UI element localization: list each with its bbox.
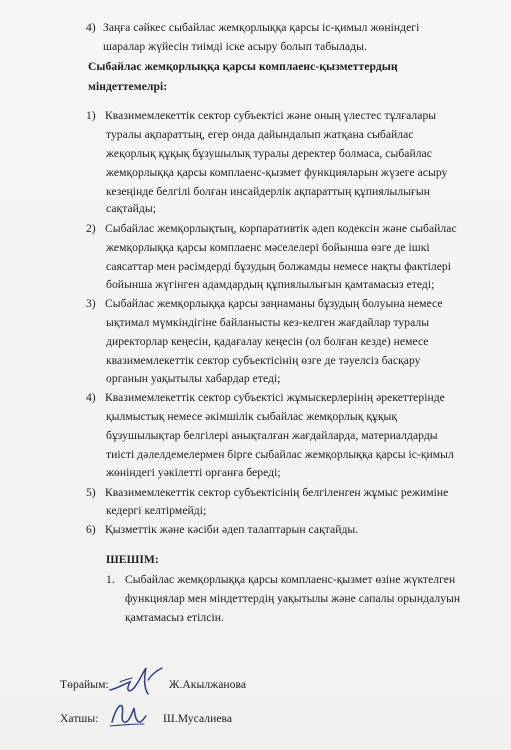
duty-line: жемқорлыққа қарсы комплаенс-қызмет функцияларын жүзеге асыру: [106, 166, 448, 179]
duty-number: 1): [86, 109, 96, 122]
duty-line: бұзушылықтар белгілері анықталған жағдайларда, материалдарды: [106, 429, 438, 442]
decision-number: 1.: [106, 573, 115, 586]
duty-line: Сыбайлас жемқорлыққа қарсы заңнаманы бұзудың болуына немесе: [105, 297, 443, 310]
duty-line: қылмыстық немесе әкімшілік сыбайлас жемқорлық құқық: [106, 410, 398, 423]
duty-line: Квазимемлекеттік сектор субъектісі және оның үлестес тұлғалары: [105, 109, 437, 122]
duty-line: туралы ақпараттың, егер онда дайындалып жатқана сыбайлас: [106, 128, 414, 141]
intro-item-line: шаралар жүйесін тиімді іске асыру болып табылады.: [103, 40, 367, 53]
intro-item-number: 4): [86, 21, 96, 34]
duty-number: 5): [86, 486, 96, 499]
chair-signature: [106, 660, 166, 702]
secretary-signature: [106, 698, 150, 734]
duty-line: сақтайды;: [106, 202, 156, 215]
duty-number: 2): [86, 222, 96, 235]
duty-line: саясаттар мен рәсімдерді бұзудың болжамды немесе нақты фактілері: [106, 260, 452, 273]
decision-line: функциялар мен міндеттердің уақытылы және сапалы орындалуын: [125, 592, 461, 605]
duty-line: Квазимемлекеттік сектор субъектісі жұмыскерлерінің әрекеттерінде: [105, 391, 445, 404]
duty-line: жеқорлық құқық бұзушылық туралы деректер болмаса, сыбайлас: [106, 147, 432, 160]
duty-line: Квазимемлекеттік сектор субъектісінің белгіленген жұмыс режиміне: [105, 486, 449, 499]
duties-heading: міндеттемелрі:: [88, 80, 168, 93]
duty-number: 4): [86, 391, 96, 404]
secretary-name: Ш.Мусалиева: [163, 712, 233, 725]
duty-line: квазимемлекеттік сектор субъектісінің өзге де тәуелсіз басқару: [106, 354, 421, 367]
duty-number: 6): [86, 523, 96, 536]
chair-role-label: Төрайым:: [60, 678, 109, 691]
secretary-role-label: Хатшы:: [60, 712, 99, 725]
duty-line: кезеңінде белгілі болған инсайдерлік ақпараттың құпиялылығын: [106, 185, 430, 198]
duty-line: бойынша жүгінген адамдардың құпиялылығын қамтамасыз етеді;: [106, 278, 435, 291]
duty-number: 3): [86, 297, 96, 310]
decision-line: қамтамасыз етілсін.: [125, 611, 224, 624]
duty-line: жемқорлыққа қарсы комплаенс мәселелері бойынша өзге де ішкі: [106, 241, 430, 254]
duties-heading: Сыбайлас жемқорлыққа қарсы комплаенс-қызметтердың: [88, 60, 398, 73]
duty-line: ықтимал мүмкіндігіне байланысты кез-келген жағдайлар туралы: [106, 316, 430, 329]
duty-line: кедергі келтірмейді;: [106, 504, 207, 517]
duty-line: органын уақытылы хабардар етеді;: [106, 372, 281, 385]
duty-line: жөніндегі уәкілетті органға береді;: [106, 466, 281, 479]
decision-line: Сыбайлас жемқорлыққа қарсы комплаенс-қызмет өзіне жүктелген: [125, 573, 456, 586]
duty-line: директорлар кеңесін, қадағалау кеңесін (ол болған кезде) немесе: [106, 335, 429, 348]
decision-heading: ШЕШІМ:: [106, 553, 159, 566]
duty-line: Қызметтік және кәсіби әдеп талаптарын сақтайды.: [105, 523, 359, 536]
duty-line: Сыбайлас жемқорлықтың, корпаративтік әдеп кодексін және сыбайлас: [105, 222, 457, 235]
duty-line: тиісті дәлелдемелермен бірге сыбайлас жемқорлыққа қарсы іс-қимыл: [106, 448, 454, 461]
intro-item-line: Заңға сәйкес сыбайлас жемқорлыққа қарсы іс-қимыл жөніндегі: [103, 21, 420, 34]
chair-name: Ж.Акылжанова: [169, 678, 247, 691]
